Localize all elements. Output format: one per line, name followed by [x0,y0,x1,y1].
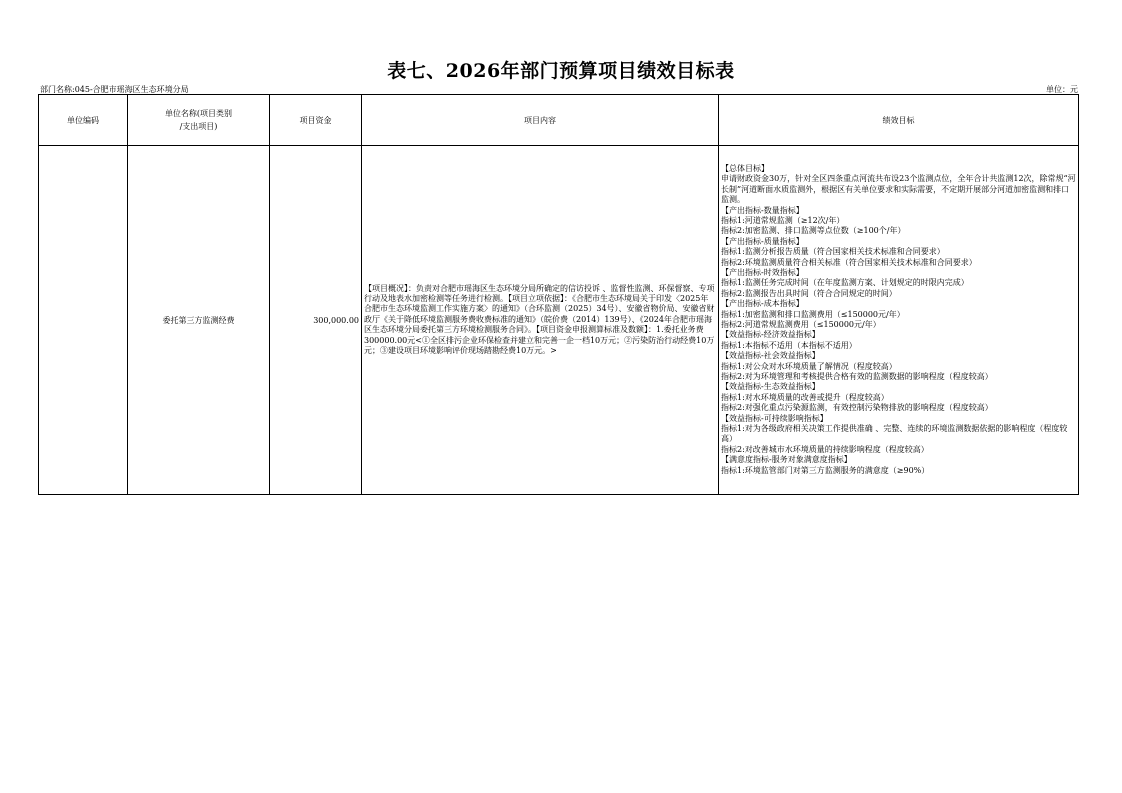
perf-line: 【效益指标-生态效益指标】 [721,382,820,392]
perf-line: 申请财政资金30万，针对全区四条重点河流共布设23个监测点位，全年合计共监测12次，除常规“河长制”河道断面水质监测外，根据区有关单位要求和实际需要，不定期开展部分河道加密监测和排口监测。 [721,174,1076,205]
header-performance: 绩效目标 [719,95,1079,146]
perf-line: 指标1:监测任务完成时间（在年度监测方案、计划规定的时限内完成） [721,278,969,288]
perf-line: 【产出指标-时效指标】 [721,267,804,277]
page-title: 表七、2026年部门预算项目绩效目标表 [387,60,735,82]
perf-line: 【总体目标】 [721,163,769,173]
cell-funds: 300,000.00 [270,146,362,495]
cell-content: 【项目概况】：负责对合肥市瑶海区生态环境分局所确定的信访投诉 、监督性监测、环保督察、专项行动及地表水加密检测等任务进行检测。【项目立项依据】：《合肥市生态环境局关于印发〈2025年合肥市生态环境监测工作实施方案〉的通知》（合环监测（2025）34号）、安徽省物价局、安徽省财政厅《关于降低环境监测服务费收费标准的通知》（皖价费（2014）139号）、《2024年合肥市瑶海区生态环境分局委托第三方环境检测服务合同》。【项目资金申报测算标准及数额】：1.委托业务费300000.00元<①全区排污企业环保检查并建立和完善一企一档10万元；②污染防治行动经费10万元；③建设项目环境影响评价现场踏勘经费10万元。> [362,146,719,495]
cell-unit-name: 委托第三方监测经费 [128,146,270,495]
perf-line: 【效益指标-可持续影响指标】 [721,413,828,423]
unit-label: 单位：元 [1046,85,1078,94]
department-name: 部门名称:045-合肥市瑶海区生态环境分局 [40,85,189,94]
cell-performance [719,146,1079,495]
perf-line: 【效益指标-社会效益指标】 [721,351,820,361]
perf-line: 【产出指标-数量指标】 [721,205,804,215]
perf-line: 指标2:环境监测质量符合相关标准（符合国家相关技术标准和合同要求） [721,257,977,267]
cell-unit-code [39,146,128,495]
header-unit-code: 单位编码 [39,95,128,146]
perf-line: 指标1:监测分析报告质量（符合国家相关技术标准和合同要求） [721,247,945,257]
table-header-row [39,95,1079,146]
perf-line: 指标1:河道常规监测（≥12次/年） [721,215,845,225]
header-unit-name [128,95,270,146]
header-unit-name-line-1: 单位名称(项目类别 [164,109,233,118]
perf-line: 指标2:对改善城市水环境质量的持续影响程度（程度较高） [721,444,929,454]
perf-line: 指标1:对公众对水环境质量了解情况（程度较高） [721,361,897,371]
perf-line: 指标1:本指标不适用（本指标不适用） [721,340,857,350]
perf-line: 指标1:对为各级政府相关决策工作提供准确 、完整、连续的环境监测数据依据的影响程度（程度较高） [721,424,1068,444]
perf-line: 指标2:河道常规监测费用（≤150000元/年） [721,320,881,329]
perf-line: 【产出指标-成本指标】 [721,299,804,309]
perf-line: 指标2:监测报告出具时间（符合合同规定的时间） [721,288,897,298]
perf-line: 指标2:对强化重点污染源监测，有效控制污染物排放的影响程度（程度较高） [721,403,993,413]
table-row [39,146,1079,495]
header-funds: 项目资金 [270,95,362,146]
perf-line: 【产出指标-质量指标】 [721,236,804,246]
perf-line: 【效益指标-经济效益指标】 [721,330,820,340]
perf-line: 指标2:对为环境管理和考核提供合格有效的监测数据的影响程度（程度较高） [721,372,993,382]
perf-line: 指标1:对水环境质量的改善或提升（程度较高） [721,392,889,402]
header-unit-name-line-2: /支出项目) [179,122,218,131]
perf-line: 指标2:加密监测、排口监测等点位数（≥100个/年） [721,226,906,236]
header-content: 项目内容 [362,95,719,146]
perf-line: 【满意度指标-服务对象满意度指标】 [721,455,852,465]
perf-line: 指标1:加密监测和排口监测费用（≤150000元/年） [721,309,905,319]
performance-table [38,94,1079,495]
perf-line: 指标1:环境监管部门对第三方监测服务的满意度（≥90%） [721,465,930,475]
